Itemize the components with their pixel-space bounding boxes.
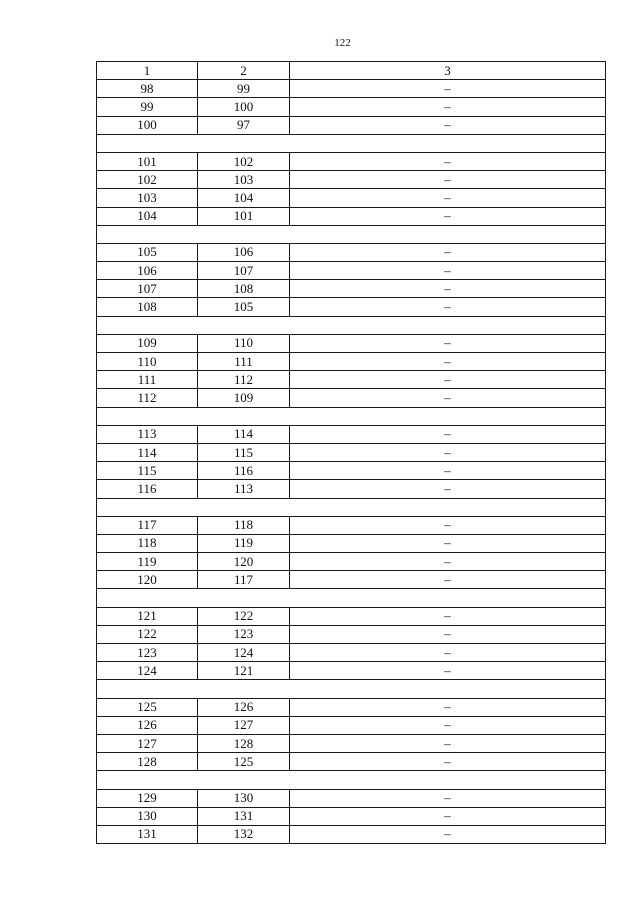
table-row	[97, 644, 606, 662]
table-cell-col-2: 97	[198, 116, 290, 134]
table-cell-col-1: 125	[97, 698, 198, 716]
table-cell-col-2: 119	[198, 534, 290, 552]
table-row	[97, 825, 606, 843]
table-cell-col-2: 103	[198, 171, 290, 189]
group-separator-cell	[97, 316, 606, 334]
table-row	[97, 807, 606, 825]
table-cell-col-2: 126	[198, 698, 290, 716]
table-cell-col-3: –	[290, 644, 606, 662]
table-cell-col-1: 113	[97, 425, 198, 443]
table-cell-col-1: 105	[97, 243, 198, 261]
table-cell-col-3: –	[290, 280, 606, 298]
table-cell-col-1: 98	[97, 80, 198, 98]
table-cell-col-1: 107	[97, 280, 198, 298]
table-cell-col-3: –	[290, 607, 606, 625]
table-cell-col-3: –	[290, 516, 606, 534]
table-row	[97, 443, 606, 461]
table-row	[97, 534, 606, 552]
table-cell-col-3: –	[290, 753, 606, 771]
table-cell-col-1: 109	[97, 334, 198, 352]
table-cell-col-1: 103	[97, 189, 198, 207]
table-cell-col-1: 111	[97, 371, 198, 389]
table-body	[97, 62, 606, 844]
table-cell-col-3: –	[290, 243, 606, 261]
table-row	[97, 80, 606, 98]
table-cell-col-2: 109	[198, 389, 290, 407]
table-row	[97, 571, 606, 589]
table-row	[97, 625, 606, 643]
table-row	[97, 334, 606, 352]
table-cell-col-1: 100	[97, 116, 198, 134]
group-separator-row	[97, 407, 606, 425]
table-row	[97, 243, 606, 261]
group-separator-row	[97, 498, 606, 516]
data-table	[96, 61, 606, 844]
table-cell-col-2: 108	[198, 280, 290, 298]
table-cell-col-3: –	[290, 389, 606, 407]
table-cell-col-1: 128	[97, 753, 198, 771]
table-cell-col-2: 102	[198, 152, 290, 170]
table-cell-col-1: 108	[97, 298, 198, 316]
table-cell-col-3: –	[290, 789, 606, 807]
page-number: 122	[334, 37, 351, 49]
table-cell-col-2: 123	[198, 625, 290, 643]
table-row	[97, 698, 606, 716]
column-header-3: 3	[290, 62, 606, 80]
table-cell-col-2: 121	[198, 662, 290, 680]
table-cell-col-1: 121	[97, 607, 198, 625]
table-row	[97, 716, 606, 734]
table-row	[97, 480, 606, 498]
table-cell-col-1: 110	[97, 353, 198, 371]
table-cell-col-3: –	[290, 334, 606, 352]
group-separator-row	[97, 771, 606, 789]
table-cell-col-2: 110	[198, 334, 290, 352]
table-row	[97, 116, 606, 134]
table-cell-col-1: 123	[97, 644, 198, 662]
table-row	[97, 98, 606, 116]
table-row	[97, 662, 606, 680]
table-cell-col-1: 126	[97, 716, 198, 734]
table-cell-col-3: –	[290, 116, 606, 134]
table-cell-col-3: –	[290, 571, 606, 589]
table-cell-col-2: 115	[198, 443, 290, 461]
table-cell-col-1: 102	[97, 171, 198, 189]
table-cell-col-3: –	[290, 443, 606, 461]
table-cell-col-1: 115	[97, 462, 198, 480]
table-row	[97, 425, 606, 443]
table-cell-col-1: 118	[97, 534, 198, 552]
table-row	[97, 516, 606, 534]
table-cell-col-1: 117	[97, 516, 198, 534]
table-cell-col-3: –	[290, 716, 606, 734]
table-cell-col-3: –	[290, 371, 606, 389]
group-separator-row	[97, 316, 606, 334]
table-cell-col-3: –	[290, 553, 606, 571]
group-separator-row	[97, 680, 606, 698]
table-cell-col-1: 112	[97, 389, 198, 407]
table-cell-col-3: –	[290, 534, 606, 552]
table-cell-col-3: –	[290, 625, 606, 643]
group-separator-cell	[97, 498, 606, 516]
group-separator-row	[97, 225, 606, 243]
table-cell-col-1: 124	[97, 662, 198, 680]
table-row	[97, 171, 606, 189]
group-separator-cell	[97, 680, 606, 698]
table-row	[97, 789, 606, 807]
table-cell-col-2: 113	[198, 480, 290, 498]
table-header-row	[97, 62, 606, 80]
group-separator-row	[97, 134, 606, 152]
table-cell-col-3: –	[290, 480, 606, 498]
table-row	[97, 353, 606, 371]
table-cell-col-1: 116	[97, 480, 198, 498]
table-cell-col-3: –	[290, 298, 606, 316]
table-cell-col-3: –	[290, 662, 606, 680]
table-cell-col-3: –	[290, 171, 606, 189]
table-cell-col-2: 114	[198, 425, 290, 443]
table-cell-col-3: –	[290, 353, 606, 371]
group-separator-cell	[97, 407, 606, 425]
table-cell-col-1: 101	[97, 152, 198, 170]
table-cell-col-2: 124	[198, 644, 290, 662]
table-cell-col-1: 114	[97, 443, 198, 461]
table-row	[97, 753, 606, 771]
table-cell-col-3: –	[290, 207, 606, 225]
column-header-2: 2	[198, 62, 290, 80]
table-cell-col-2: 118	[198, 516, 290, 534]
table-cell-col-1: 120	[97, 571, 198, 589]
table-cell-col-1: 99	[97, 98, 198, 116]
table-cell-col-2: 127	[198, 716, 290, 734]
table-row	[97, 189, 606, 207]
table-row	[97, 207, 606, 225]
table-cell-col-3: –	[290, 734, 606, 752]
table-row	[97, 262, 606, 280]
table-cell-col-2: 117	[198, 571, 290, 589]
table-row	[97, 389, 606, 407]
table-row	[97, 298, 606, 316]
table-row	[97, 371, 606, 389]
table-cell-col-1: 104	[97, 207, 198, 225]
table-cell-col-2: 116	[198, 462, 290, 480]
table-cell-col-2: 111	[198, 353, 290, 371]
table-cell-col-2: 128	[198, 734, 290, 752]
table-row	[97, 734, 606, 752]
group-separator-row	[97, 589, 606, 607]
table-cell-col-2: 131	[198, 807, 290, 825]
table-cell-col-2: 107	[198, 262, 290, 280]
table-row	[97, 462, 606, 480]
table-cell-col-2: 101	[198, 207, 290, 225]
table-row	[97, 152, 606, 170]
group-separator-cell	[97, 771, 606, 789]
table-cell-col-3: –	[290, 80, 606, 98]
table-cell-col-3: –	[290, 807, 606, 825]
table-cell-col-1: 131	[97, 825, 198, 843]
table-cell-col-3: –	[290, 262, 606, 280]
table-cell-col-3: –	[290, 698, 606, 716]
table-cell-col-2: 106	[198, 243, 290, 261]
table-cell-col-3: –	[290, 425, 606, 443]
table-cell-col-1: 130	[97, 807, 198, 825]
table-cell-col-3: –	[290, 189, 606, 207]
table-cell-col-1: 122	[97, 625, 198, 643]
column-header-1: 1	[97, 62, 198, 80]
group-separator-cell	[97, 589, 606, 607]
table-cell-col-2: 130	[198, 789, 290, 807]
table-cell-col-2: 112	[198, 371, 290, 389]
group-separator-cell	[97, 134, 606, 152]
table-cell-col-2: 122	[198, 607, 290, 625]
table-cell-col-2: 132	[198, 825, 290, 843]
table-row	[97, 553, 606, 571]
table-cell-col-3: –	[290, 462, 606, 480]
table-cell-col-3: –	[290, 152, 606, 170]
table-cell-col-3: –	[290, 825, 606, 843]
table-cell-col-3: –	[290, 98, 606, 116]
table-cell-col-2: 100	[198, 98, 290, 116]
table-cell-col-2: 105	[198, 298, 290, 316]
table-row	[97, 280, 606, 298]
table-cell-col-1: 119	[97, 553, 198, 571]
table-cell-col-1: 106	[97, 262, 198, 280]
table-cell-col-2: 120	[198, 553, 290, 571]
table-cell-col-2: 104	[198, 189, 290, 207]
table-cell-col-1: 129	[97, 789, 198, 807]
table-cell-col-2: 99	[198, 80, 290, 98]
table-cell-col-1: 127	[97, 734, 198, 752]
group-separator-cell	[97, 225, 606, 243]
table-cell-col-2: 125	[198, 753, 290, 771]
table-row	[97, 607, 606, 625]
